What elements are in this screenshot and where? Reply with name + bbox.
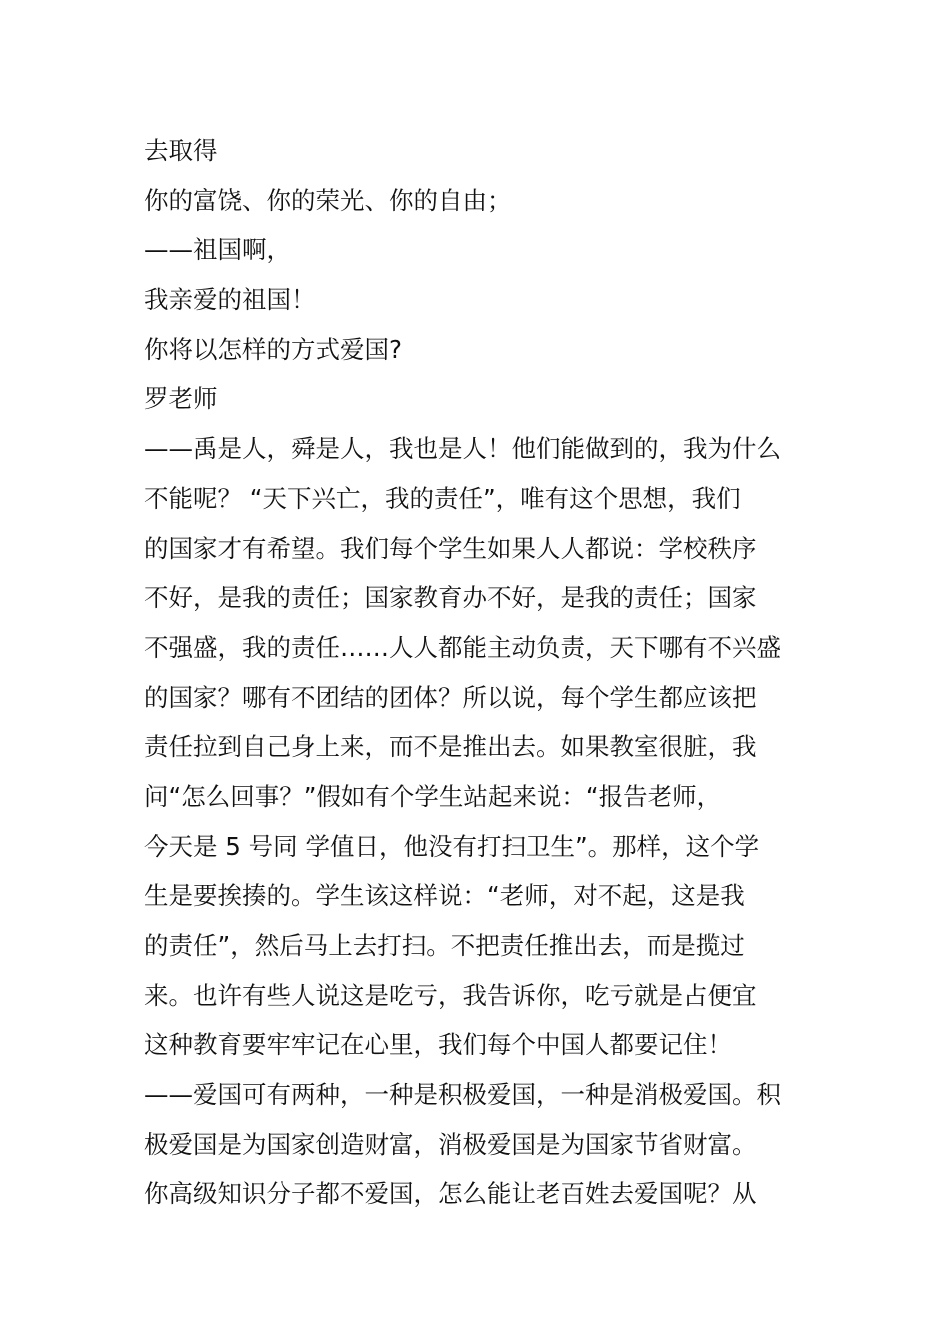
author-line: 罗老师 [144,384,218,414]
text-line: 这种教育要牢牢记在心里，我们每个中国人都要记住！ [144,1030,732,1060]
text-line: 你将以怎样的方式爱国? [144,334,403,364]
text-line: 你的富饶、你的荣光、你的自由； [144,185,512,215]
text-line: 的国家才有希望。我们每个学生如果人人都说：学校秩序 [144,533,757,563]
text-line: 不强盛，我的责任……人人都能主动负责，天下哪有不兴盛 [144,632,781,662]
text-line: ——祖国啊， [144,235,291,265]
text-line: 问“怎么回事？”假如有个学生站起来说：“报告老师， [144,781,722,811]
text-line: ——爱国可有两种，一种是积极爱国，一种是消极爱国。积 [144,1080,781,1110]
text-line: ——禹是人，舜是人，我也是人！他们能做到的，我为什么 [144,434,781,464]
text-line: 不好，是我的责任；国家教育办不好，是我的责任；国家 [144,583,757,613]
text-line: 去取得 [144,136,218,165]
text-line: 生是要挨揍的。学生该这样说：“老师，对不起，这是我 [144,881,745,911]
text-line: 的责任”，然后马上去打扫。不把责任推出去，而是揽过 [144,931,745,960]
text-line: 我亲爱的祖国！ [144,285,316,315]
text-line: 今天是 5 号同 学值日，他没有打扫卫生”。那样，这个学 [144,831,760,861]
text-line: 来。也许有些人说这是吃亏，我告诉你，吃亏就是占便宜 [144,980,757,1010]
text-line: 的国家？哪有不团结的团体？所以说，每个学生都应该把 [144,682,757,712]
document-body [144,126,814,1219]
text-line: 责任拉到自己身上来，而不是推出去。如果教室很脏，我 [144,732,757,762]
text-line: 你高级知识分子都不爱国，怎么能让老百姓去爱国呢？从 [144,1179,757,1209]
text-line: 极爱国是为国家创造财富，消极爱国是为国家节省财富。 [144,1129,757,1159]
text-line: 不能呢？ “天下兴亡，我的责任”，唯有这个思想，我们 [144,483,741,513]
